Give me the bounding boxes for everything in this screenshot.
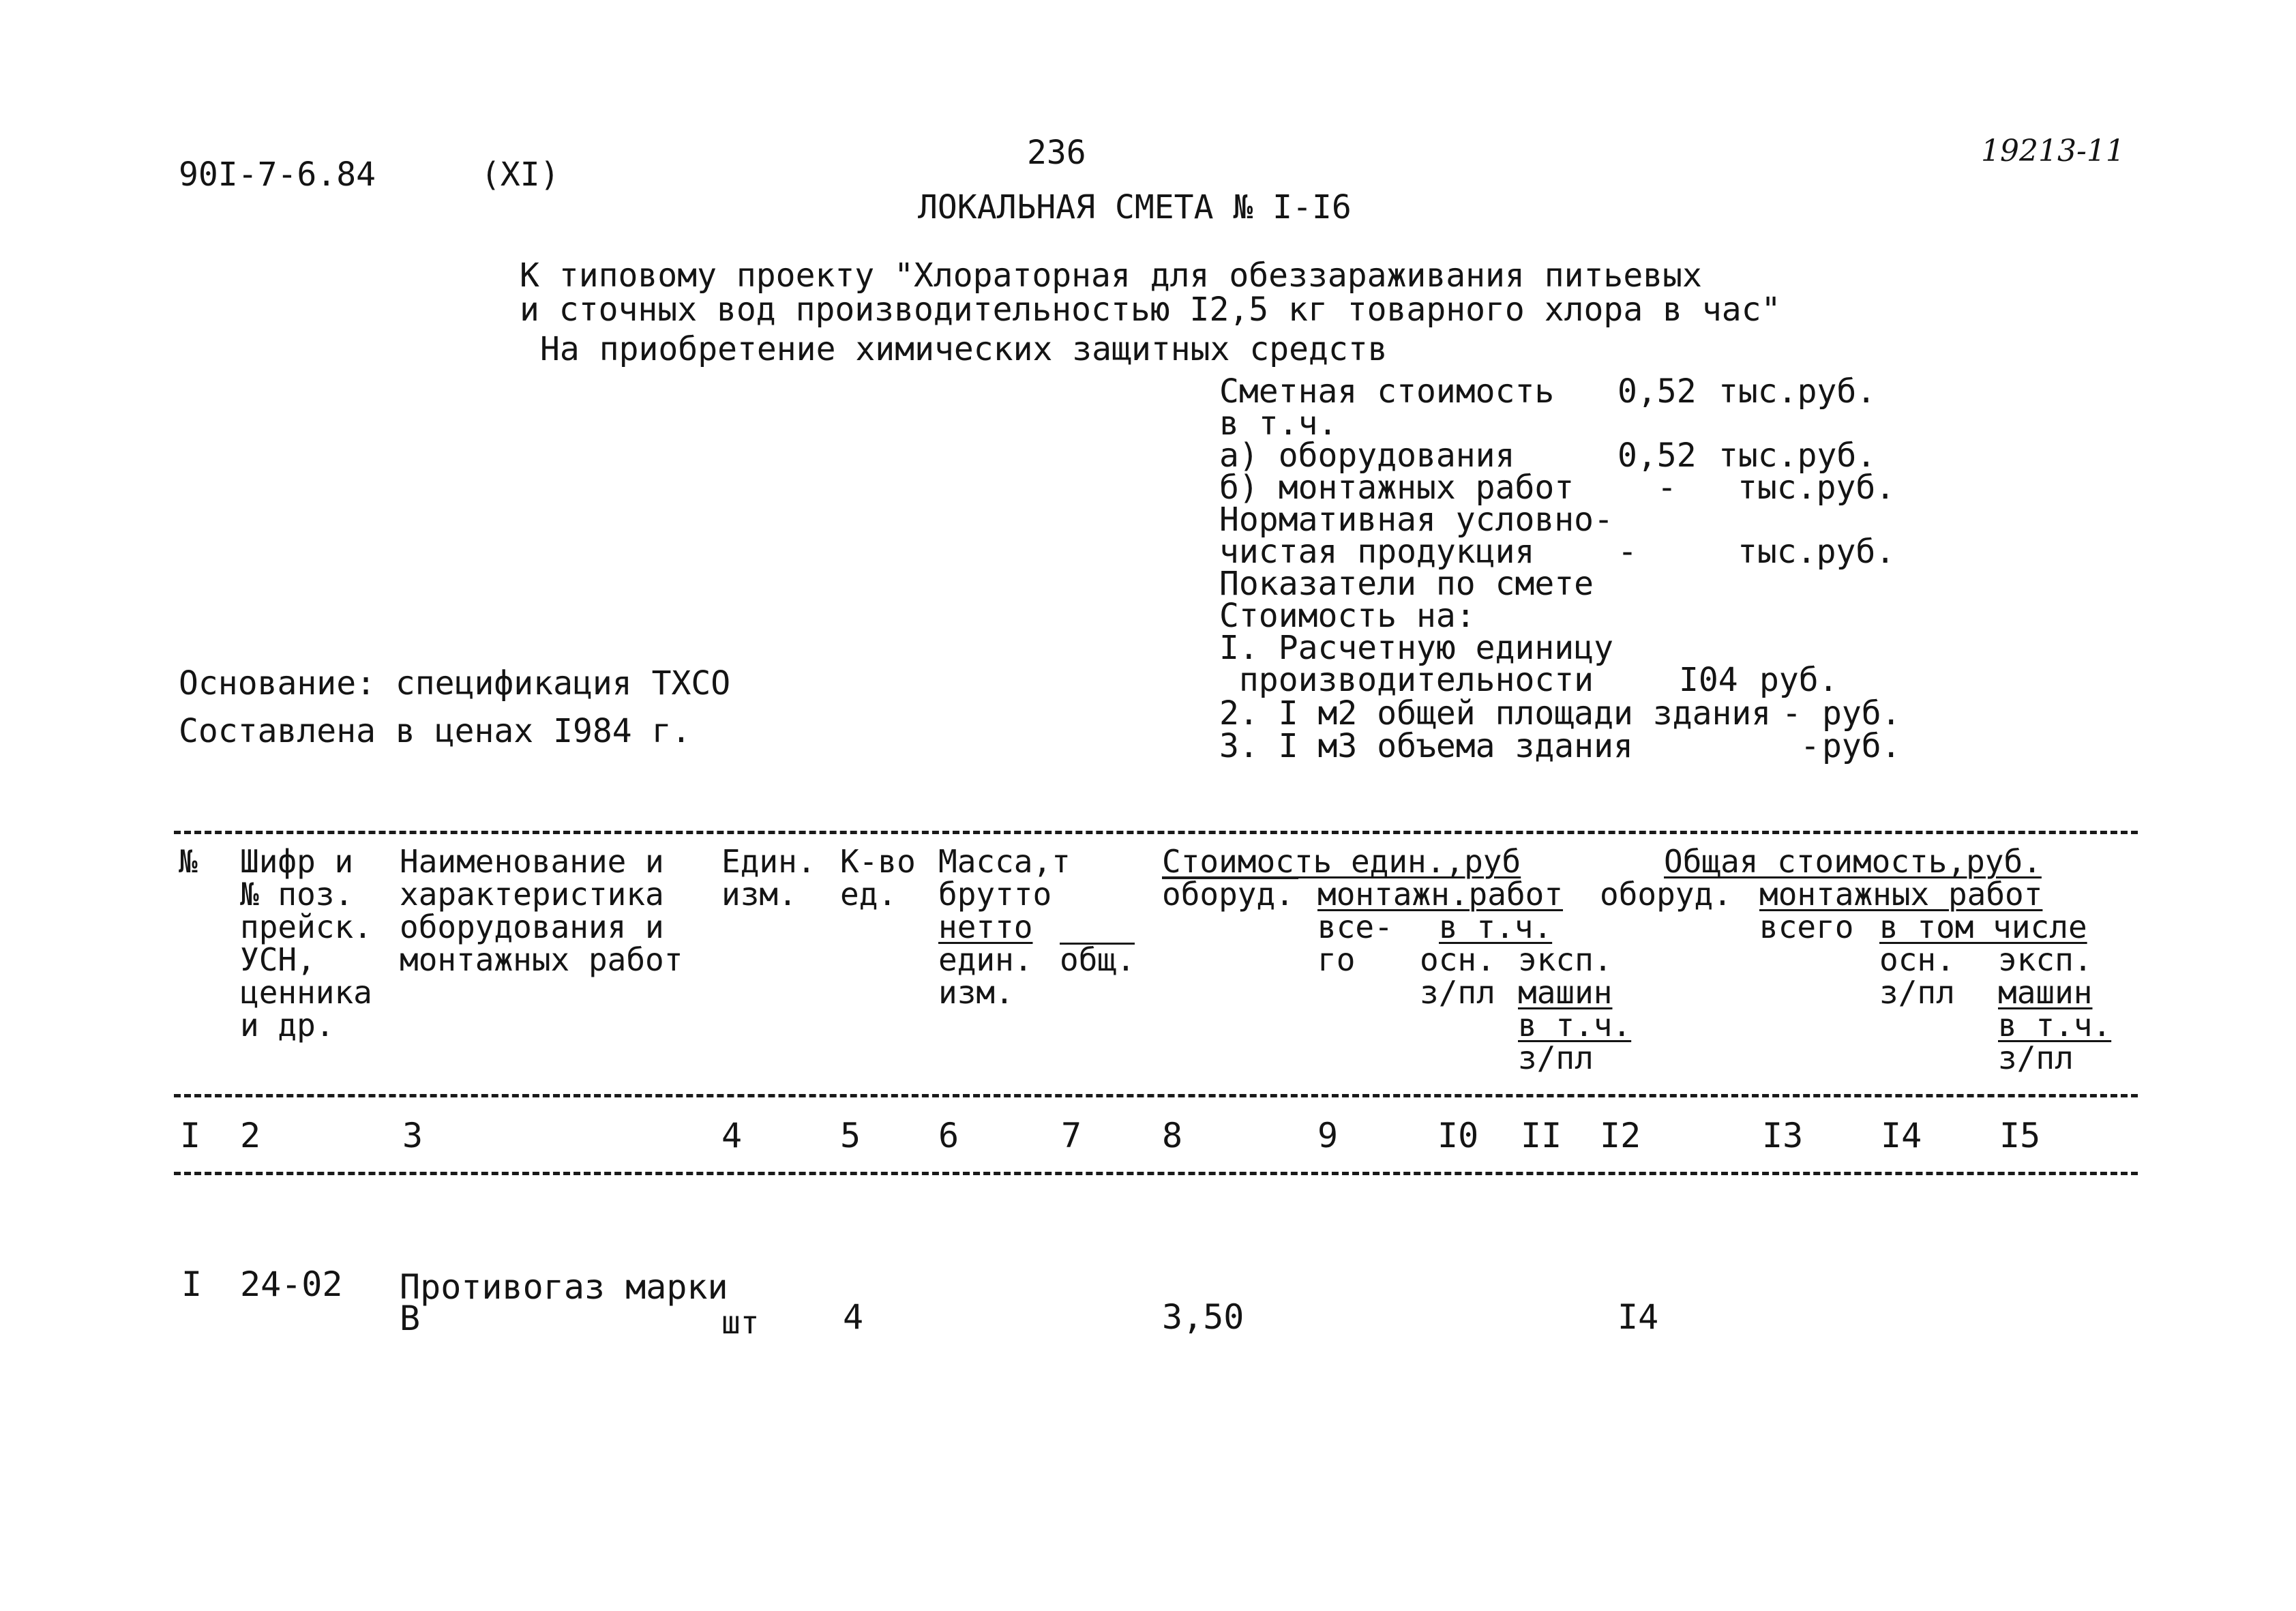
row-quantity: 4 [843,1297,864,1337]
column-number: I3 [1762,1116,1804,1155]
header-unit-wages: осн. [1420,941,1495,978]
header-quantity: К-во [840,843,916,880]
header-unit: Един. [721,843,816,880]
header-equipment-unit: оборуд. [1162,876,1294,913]
summary-unit: тыс.руб. [1738,533,1896,571]
header-unit-cost: Стоимость един.,руб [1162,843,1521,880]
page-title: ЛОКАЛЬНАЯ СМЕТА № I-I6 [918,188,1352,226]
summary-unit: тыс.руб. [1718,372,1877,411]
summary-label: в т.ч. [1219,404,1338,443]
row-code: 24-02 [240,1265,343,1304]
header-mass: Масса,т [938,843,1071,880]
header-code: ценника [240,974,372,1011]
basis-line: Основание: спецификация ТХСО [179,664,731,703]
project-line-1: К типовому проекту "Хлораторная для обеззараживания питьевых [520,256,1702,295]
header-unit-wages: з/пл [1420,974,1495,1011]
column-number: II [1521,1116,1562,1155]
row-name: В [400,1299,421,1338]
header-rule [1162,877,1298,879]
page-number: 236 [1027,134,1086,172]
column-number: I0 [1437,1116,1479,1155]
header-rule [1060,943,1135,945]
summary-label: Показатели по смете [1219,565,1594,603]
column-number: 8 [1162,1116,1183,1155]
header-installation-total: монтажных работ [1759,876,2043,913]
row-equipment-unit-cost: 3,50 [1162,1297,1244,1337]
summary-value: - [1657,469,1677,507]
header-name: характеристика [400,876,664,913]
summary-label: а) оборудования [1219,437,1515,475]
table-header-rule [174,1094,2138,1097]
column-number: I4 [1881,1116,1922,1155]
header-total-wages: осн. [1879,941,1955,978]
summary-unit: руб. [1822,694,1901,733]
header-total-wages: з/пл [1879,974,1955,1011]
table-top-rule [174,831,2138,834]
header-code: Шифр и [240,843,354,880]
price-basis-line: Составлена в ценах I984 г. [179,712,691,750]
summary-value: - [1782,694,1802,733]
header-total-machines: в т.ч. [1998,1007,2112,1044]
header-code: № поз. [240,876,354,913]
header-code: прейск. [240,908,372,945]
column-number: 9 [1317,1116,1339,1155]
summary-label: 3. I м3 объема здания [1219,727,1633,765]
header-total-machines: з/пл [1998,1039,2074,1076]
summary-value: - [1617,533,1637,571]
document-code: 90I-7-6.84 [179,156,376,194]
row-number: I [181,1265,203,1304]
header-number: № [179,843,198,880]
summary-label: Нормативная условно- [1219,501,1613,539]
project-line-3: На приобретение химических защитных средств [540,330,1388,368]
header-unit-total: го [1317,941,1356,978]
summary-unit: руб. [1759,661,1838,699]
summary-label: Сметная стоимость [1219,372,1555,411]
summary-unit: тыс.руб. [1718,437,1877,475]
header-name: оборудования и [400,908,664,945]
header-name: Наименование и [400,843,664,880]
column-number: I5 [1999,1116,2041,1155]
summary-label: I. Расчетную единицу [1219,629,1613,667]
column-number: 4 [721,1116,743,1155]
summary-label: б) монтажных работ [1219,469,1575,507]
column-number: 6 [938,1116,959,1155]
header-installation-unit: монтажн.работ [1317,876,1564,913]
header-mass: изм. [938,974,1014,1011]
header-quantity: ед. [840,876,897,913]
column-number: 7 [1061,1116,1082,1155]
column-number: 3 [402,1116,423,1155]
header-unit-machines: в т.ч. [1518,1007,1632,1044]
header-total-machines: машин [1998,974,2093,1011]
summary-unit: руб. [1822,727,1901,765]
summary-value: I04 [1679,661,1738,699]
header-total-cost: Общая стоимость,руб. [1664,843,2042,880]
header-total-machines: эксп. [1998,941,2093,978]
handwritten-code: 19213-11 [1981,134,2125,168]
project-line-2: и сточных вод производительностью I2,5 кг товарного хлора в час" [520,291,1781,329]
header-mass: нетто [938,908,1033,945]
column-number: 2 [240,1116,261,1155]
header-unit-incl: в т.ч. [1439,908,1553,945]
summary-label: производительности [1219,661,1594,699]
header-mass: един. [938,941,1033,978]
column-number: I2 [1600,1116,1641,1155]
row-equipment-total-cost: I4 [1617,1297,1659,1337]
header-name: монтажных работ [400,941,683,978]
header-unit-machines: эксп. [1518,941,1613,978]
header-unit-machines: з/пл [1518,1039,1594,1076]
row-unit: шт [721,1304,760,1341]
header-mass-total: общ. [1060,941,1135,978]
header-equipment-total: оборуд. [1600,876,1732,913]
column-number: I [180,1116,201,1155]
header-total-all: всего [1759,908,1854,945]
header-code: УСН, [240,941,316,978]
summary-value: 0,52 [1617,437,1697,475]
header-unit-machines: машин [1518,974,1613,1011]
header-mass: брутто [938,876,1052,913]
summary-unit: тыс.руб. [1738,469,1896,507]
header-unit: изм. [721,876,797,913]
table-numbers-rule [174,1172,2138,1175]
summary-value: - [1800,727,1820,765]
row-name: Противогаз марки [400,1267,728,1307]
summary-value: 0,52 [1617,372,1697,411]
column-number: 5 [840,1116,861,1155]
sheet-number: (XI) [481,156,560,194]
summary-label: Стоимость на: [1219,597,1476,635]
summary-label: 2. I м2 общей площади здания [1219,694,1772,733]
header-total-incl: в том числе [1879,908,2087,945]
header-code: и др. [240,1007,335,1044]
header-unit-total: все- [1317,908,1393,945]
summary-label: чистая продукция [1219,533,1535,571]
